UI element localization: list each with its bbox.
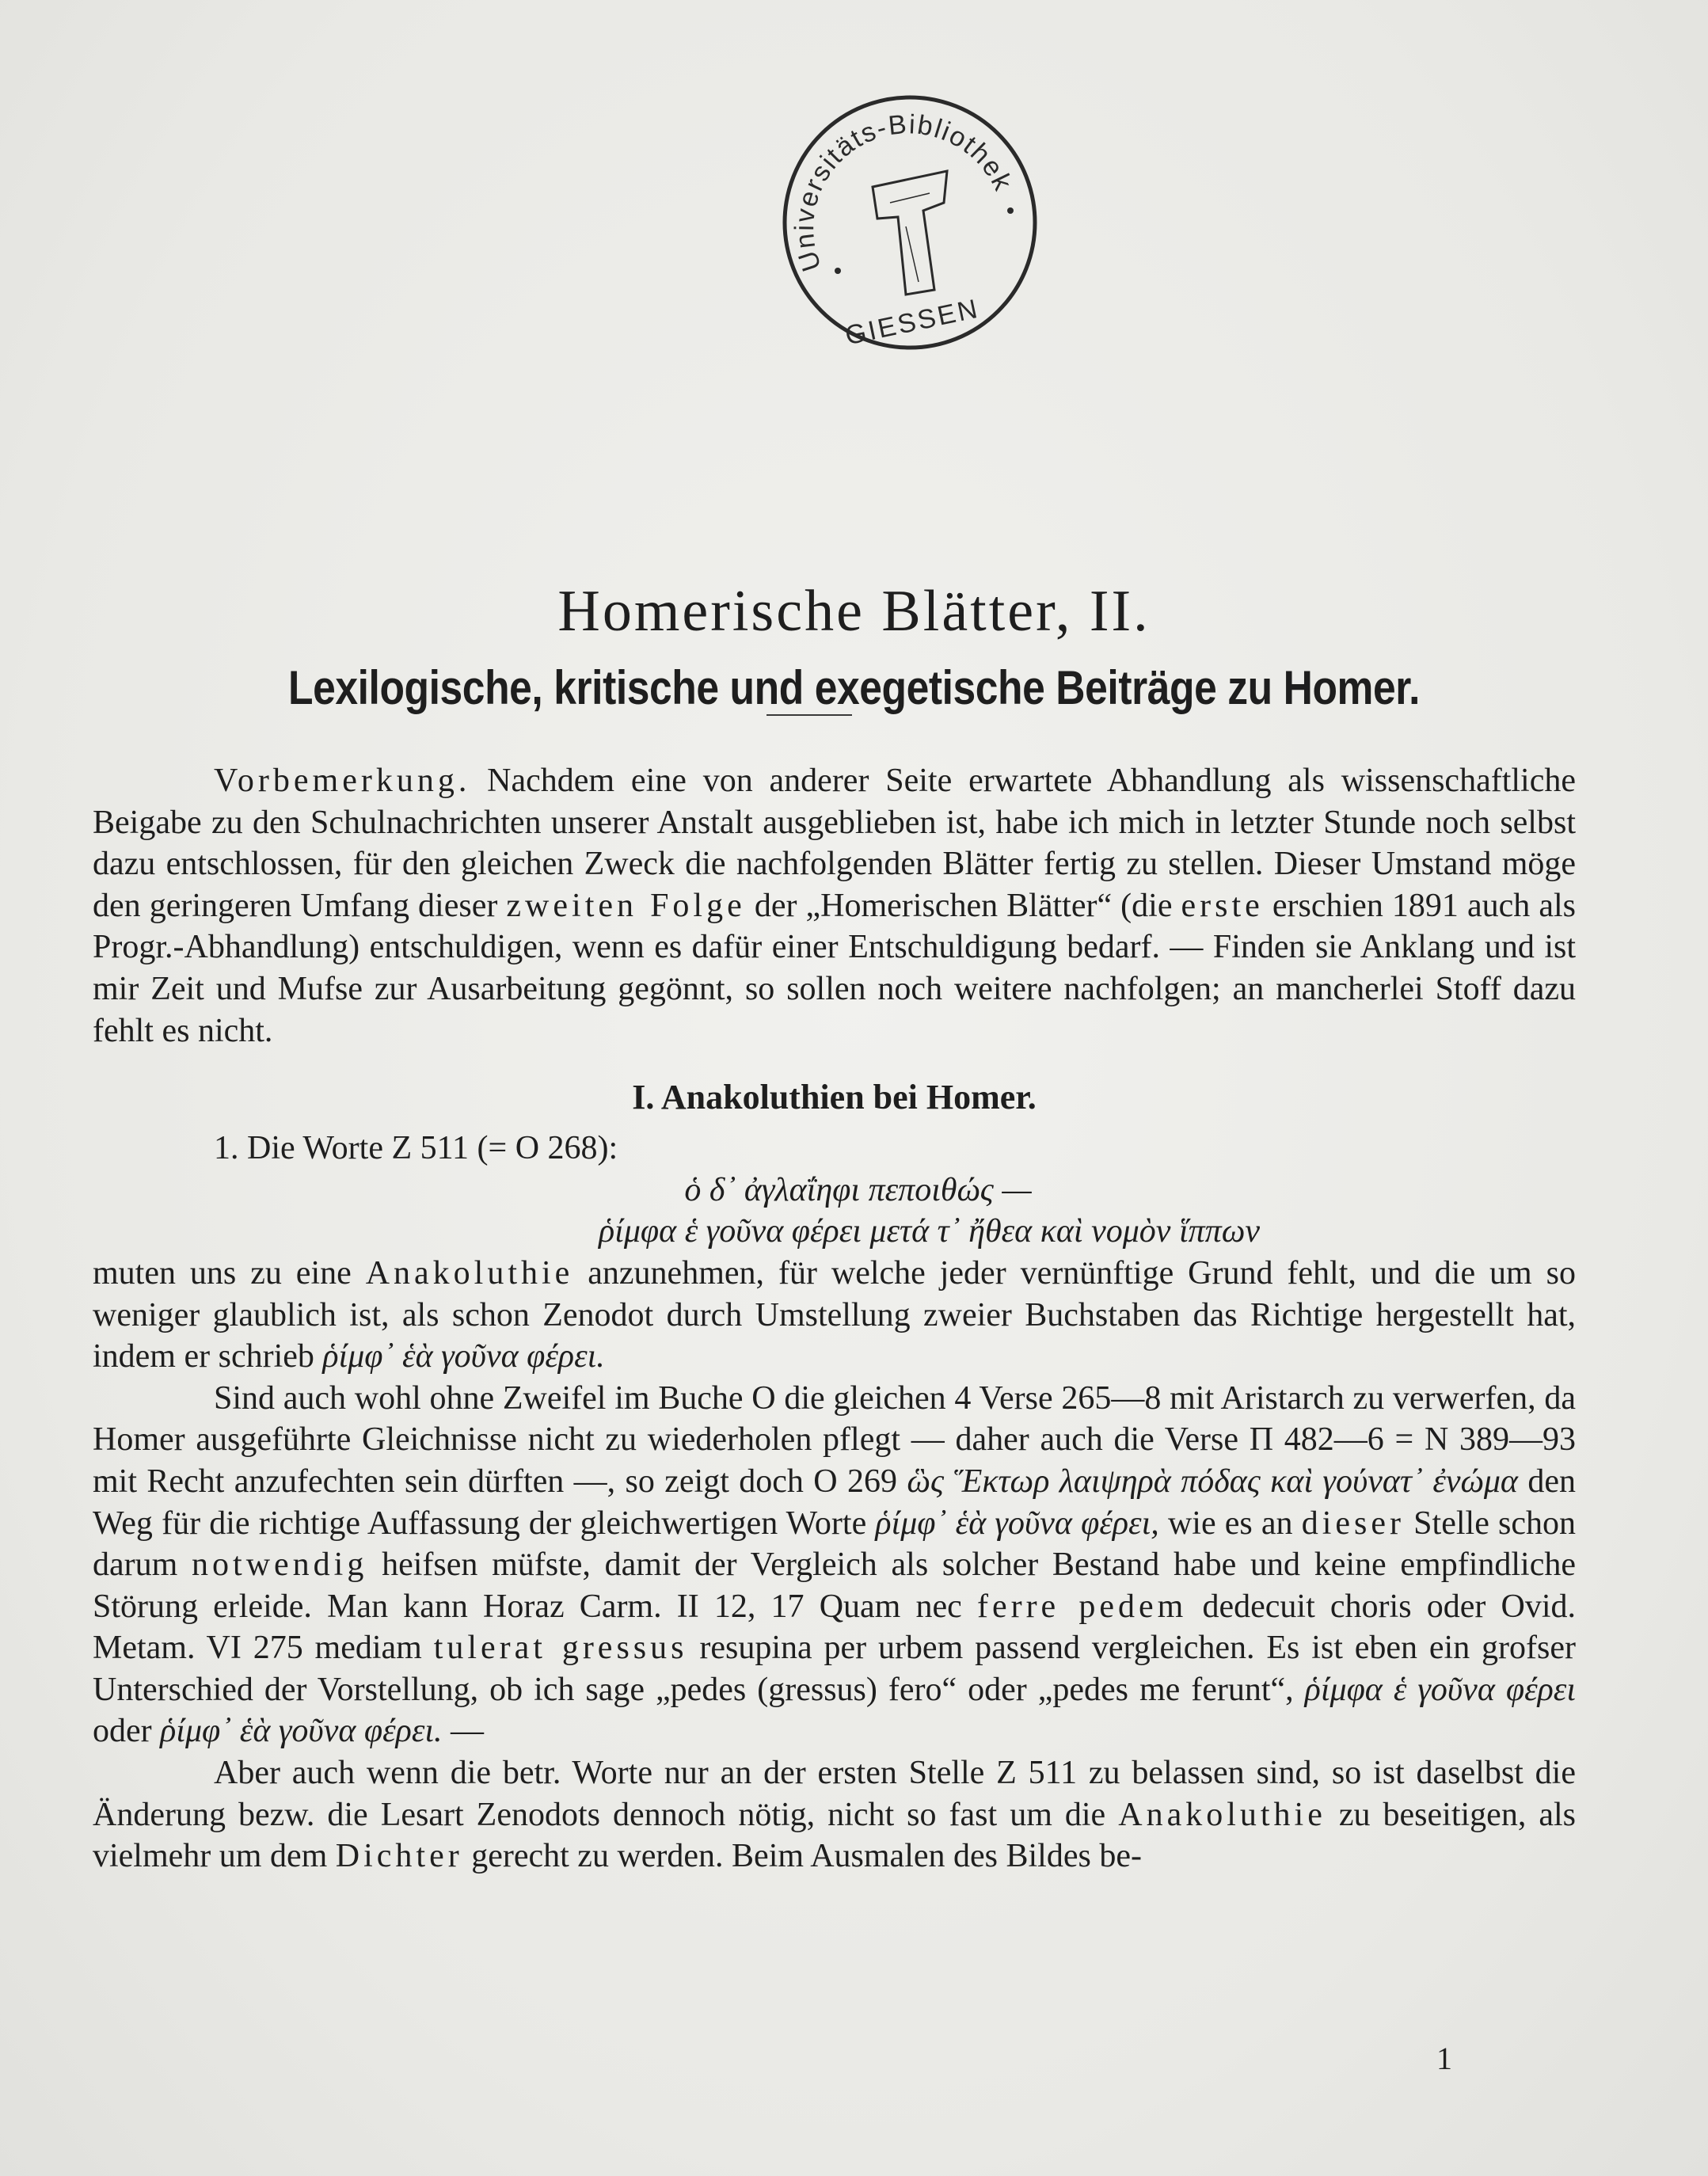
emphasis: notwendig xyxy=(192,1546,368,1584)
paragraph: muten uns zu eine Anakoluthie anzunehmen, für welche jeder vernünftige Grund fehlt, und die um so weniger glaublich ist, als schon Zenodot durch Umstellung zweier Buchstaben das Richtige hergestellt hat, indem er schrieb ῥίμφ᾽ ἑὰ γοῦνα φέρει. xyxy=(93,1254,1576,1375)
section-heading: I. Anakoluthien bei Homer. xyxy=(632,1078,1037,1117)
emphasis: Anakoluthie xyxy=(1118,1796,1326,1833)
body-text xyxy=(93,760,1576,1877)
greek-quote: ῥίμφ᾽ ἑὰ γοῦνα φέρει. xyxy=(160,1713,443,1750)
svg-text:Universitäts-Bibliothek: Universitäts-Bibliothek xyxy=(789,108,1019,276)
library-stamp xyxy=(779,92,1040,353)
preface-label: Vorbemerkung. xyxy=(214,763,471,799)
paragraph: Aber auch wenn die betr. Worte nur an der ersten Stelle Z 511 zu belassen sind, so ist daselbst die Änderung bezw. die Lesart Zenodots dennoch nötig, nicht so fast um die Anakoluthie zu beseitigen, als vielmehr um dem Dichter gerecht zu werden. Beim Ausmalen des Bildes be- xyxy=(93,1755,1576,1875)
page-subtitle: Lexilogische, kritische und exegetische Beiträge zu Homer. xyxy=(288,660,1420,714)
paragraph: Sind auch wohl ohne Zweifel im Buche O die gleichen 4 Verse 265—8 mit Aristarch zu verwerfen, da Homer ausgeführte Gleichnisse nicht zu wiederholen pflegt — daher auch die Verse Π 482—6 = Ν 389—93 mit Recht anzufechten sein dürften —, so zeigt doch O 269 ὣς Ἕκτωρ λαιψηρὰ πόδας καὶ γούνατ᾽ ἐνώμα den Weg für die richtige Auffassung der gleichwertigen Worte ῥίμφ᾽ ἑὰ γοῦνα φέρει, wie es an dieser Stelle schon darum notwendig heifsen müfste, damit der Vergleich als solcher Bestand habe und keine empfindliche Störung erleide. Man kann Horaz Carm. II 12, 17 Quam nec ferre pedem dedecuit choris oder Ovid. Metam. VI 275 mediam tulerat gressus resupina per urbem passend vergleichen. Es ist eben ein grofser Unterschied der Vorstellung, ob ich sage „pedes (gressus) fero“ oder „pedes me ferunt“, ῥίμφα ἑ γοῦνα φέρει oder ῥίμφ᾽ ἑὰ γοῦνα φέρει. — xyxy=(93,1379,1577,1750)
greek-quote: ῥίμφ᾽ ἑὰ γοῦνα φέρει, xyxy=(875,1505,1159,1542)
divider xyxy=(767,714,852,716)
page-title: Homerische Blätter, II. xyxy=(557,578,1151,644)
preface-paragraph: Vorbemerkung. Nachdem eine von anderer Seite erwartete Abhandlung als wissenschaftliche Beigabe zu den Schulnachrichten unserer Anstalt ausgeblieben ist, habe ich mich in letzter Stunde noch selbst dazu entschlossen, für den gleichen Zweck die nachfolgenden Blätter fertig zu stellen. Dieser Umstand möge den geringeren Umfang dieser zweiten Folge der „Homerischen Blätter“ (die erste erschien 1891 auch als Progr.-Abhandlung) entschuldigen, wenn es dafür einer Entschuldigung bedarf. — Finden sie Anklang und ist mir Zeit und Mufse zur Ausarbeitung gegönnt, so sollen noch weitere nachfolgen; an mancherlei Stoff dazu fehlt es nicht. xyxy=(93,763,1576,1049)
emphasis: zweiten Folge xyxy=(506,887,746,924)
page-number: 1 xyxy=(1436,2041,1452,2076)
emphasis: Dichter xyxy=(335,1838,463,1875)
emphasis: ferre pedem xyxy=(976,1588,1188,1625)
item-intro: 1. Die Worte Z 511 (= O 268): xyxy=(214,1130,618,1167)
emphasis: erste xyxy=(1181,887,1264,924)
greek-quote: ῥίμφ᾽ ἑὰ γοῦνα φέρει. xyxy=(322,1338,605,1375)
emphasis: dieser xyxy=(1301,1505,1406,1542)
greek-verse-line: ῥίμφα ἑ γοῦνα φέρει μετά τ᾽ ἤθεα καὶ νομὸν ἵππων xyxy=(599,1213,1260,1250)
emphasis: tulerat gressus xyxy=(433,1630,688,1667)
emphasis: Anakoluthie xyxy=(365,1254,574,1292)
greek-quote: ῥίμφα ἑ γοῦνα φέρει xyxy=(1304,1671,1577,1708)
stamp-seal-icon xyxy=(779,92,1040,353)
greek-quote: ὣς Ἕκτωρ λαιψηρὰ πόδας καὶ γούνατ᾽ ἐνώμα xyxy=(907,1463,1518,1500)
stamp-city: GIESSEN xyxy=(843,293,983,352)
greek-verse-line: ὁ δ᾽ ἀγλαΐηφι πεποιθώς — xyxy=(684,1171,1032,1208)
